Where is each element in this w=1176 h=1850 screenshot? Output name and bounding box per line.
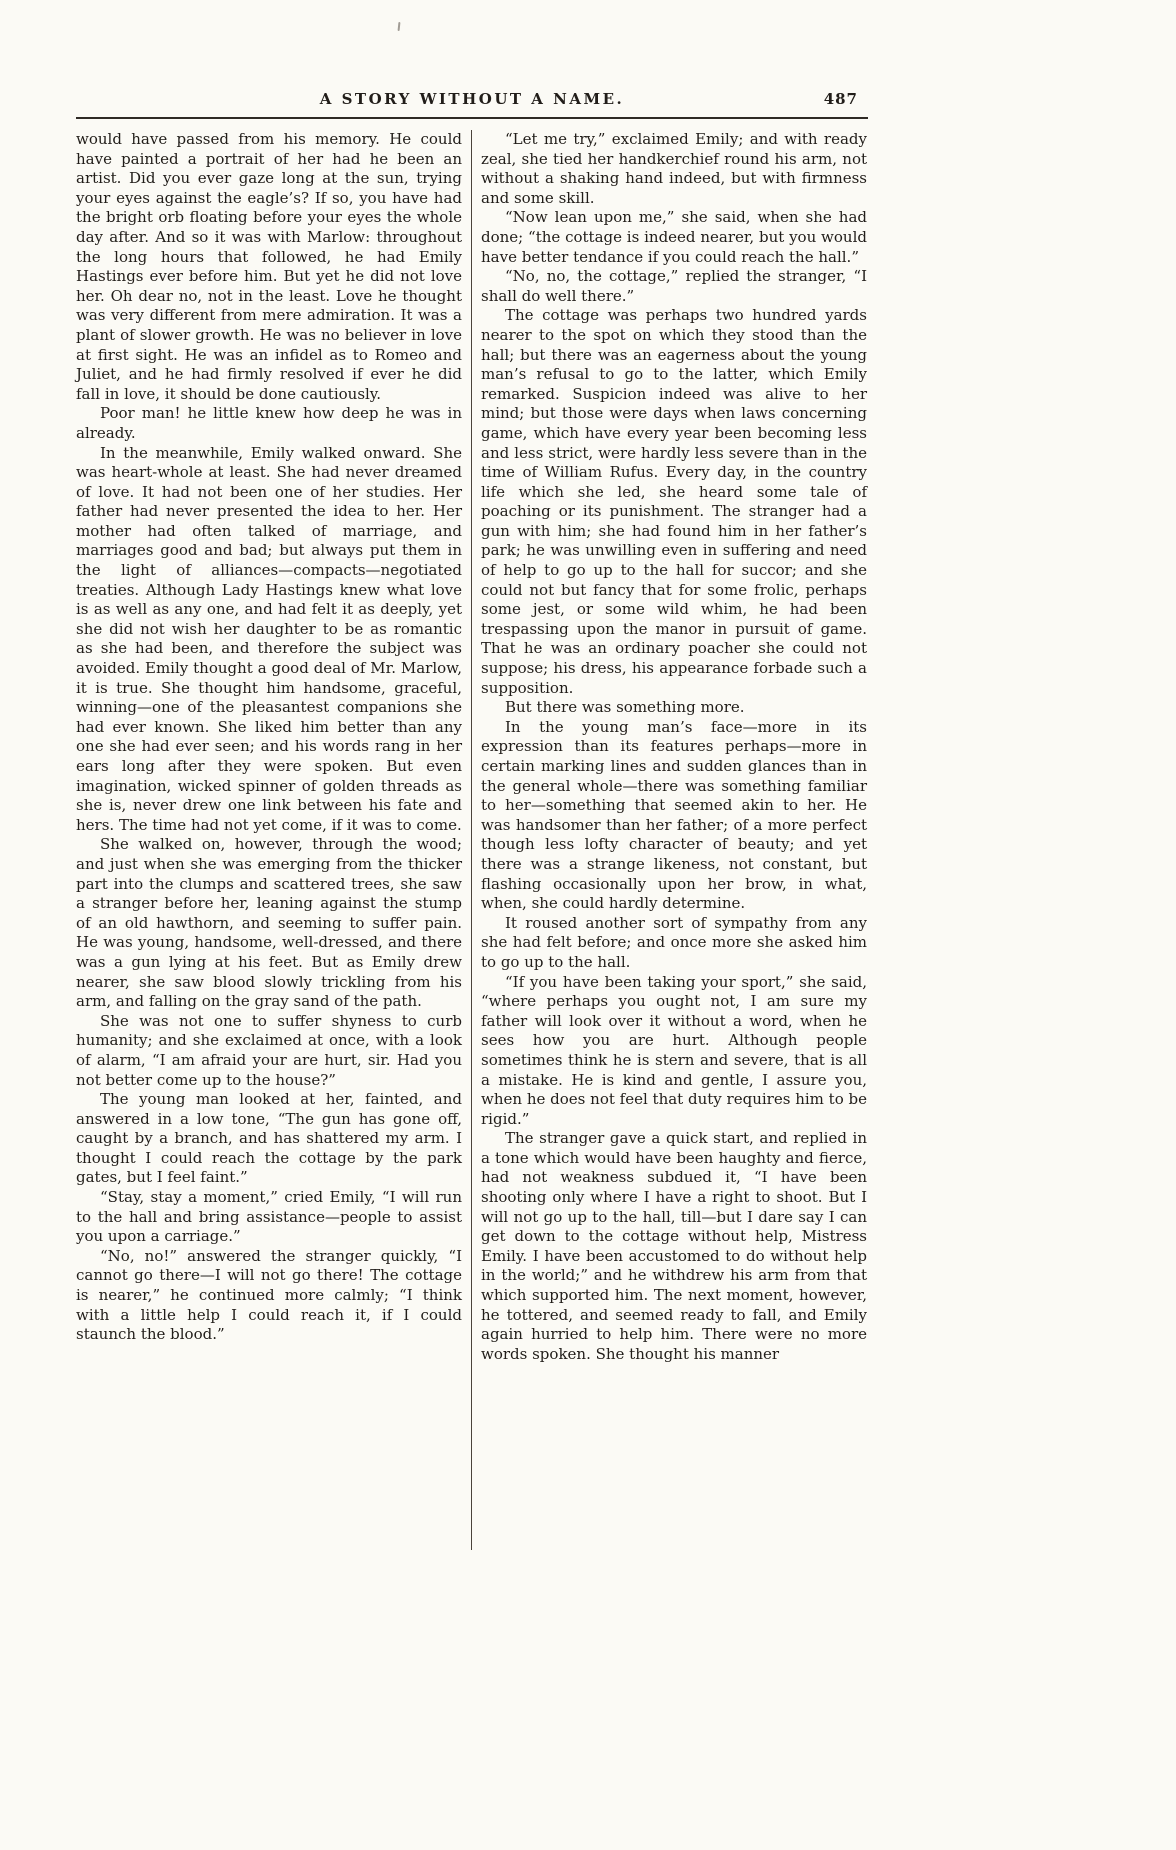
book-page — [76, 90, 868, 1550]
paragraph: Poor man! he little knew how deep he was in already. — [76, 404, 462, 442]
header-rule — [76, 117, 868, 119]
paragraph: would have passed from his memory. He could have painted a portrait of her had he been an artist. Did you ever gaze long at the sun, trying your eyes against the eagle’s? If so, you have had the bright orb floating before your eyes the whole day after. And so it was with Marlow: throughout the long hours that followed, he had Emily Hastings ever before him. But yet he did not love her. Oh dear no, not in the least. Love he thought was very different from mere admiration. It was a plant of slower growth. He was no believer in love at first sight. He was an infidel as to Romeo and Juliet, and he had firmly resolved if ever he did fall in love, it should be done cautiously. — [76, 130, 462, 403]
left-column — [76, 130, 462, 1550]
paragraph: “Stay, stay a moment,” cried Emily, “I will run to the hall and bring assistance—people to assist you upon a carriage.” — [76, 1188, 462, 1246]
paragraph: In the young man’s face—more in its expression than its features perhaps—more in certain marking lines and sudden glances than in the general whole—there was something familiar to her—something that seemed akin to her. He was handsomer than her father; of a more perfect though less lofty character of beauty; and yet there was a strange likeness, not constant, but flashing occasionally upon her brow, in what, when, she could hardly determine. — [481, 717, 867, 913]
text-columns — [76, 130, 868, 1550]
paragraph: In the meanwhile, Emily walked onward. She was heart-whole at least. She had never dreamed of love. It had not been one of her studies. Her father had never presented the idea to her. Her mother had often talked of marriage, and marriages good and bad; but always put them in the light of alliances—compacts—negotiated treaties. Although Lady Hastings knew what love is as well as any one, and had felt it as deeply, yet she did not wish her daughter to be as romantic as she had been, and therefore the subject was avoided. Emily thought a good deal of Mr. Marlow, it is true. She thought him handsome, graceful, winning—one of the pleasantest companions she had ever known. She liked him better than any one she had ever seen; and his words rang in her ears long after they were spoken. But even imagination, wicked spinner of golden threads as she is, never drew one link between his fate and hers. The time had not yet come, if it was to come. — [76, 443, 462, 834]
paragraph: “If you have been taking your sport,” she said, “where perhaps you ought not, I am sure my father will look over it without a word, when he sees how you are hurt. Although people sometimes think he is stern and severe, that is all a mistake. He is kind and gentle, I assure you, when he does not feel that duty requires him to be rigid.” — [481, 972, 867, 1128]
paragraph: But there was something more. — [505, 698, 745, 717]
scan-artifact — [398, 22, 401, 31]
paragraph: The cottage was perhaps two hundred yards nearer to the spot on which they stood than the hall; but there was an eagerness about the young man’s refusal to go to the latter, which Emily remarked. Suspicion indeed was alive to her mind; but those were days when laws concerning game, which have every year been becoming less and less strict, were hardly less severe than in the time of William Rufus. Every day, in the country life which she led, she heard some tale of poaching or its punishment. The stranger had a gun with him; she had found him in her father’s park; he was unwilling even in suffering and need of help to go up to the hall for succor; and she could not but fancy that for some frolic, perhaps some jest, or some wild whim, he had been trespassing upon the manor in pursuit of game. That he was an ordinary poacher she could not suppose; his dress, his appearance forbade such a supposition. — [481, 306, 867, 697]
paragraph: She walked on, however, through the wood; and just when she was emerging from the thicker part into the clumps and scattered trees, she saw a stranger before her, leaning against the stump of an old hawthorn, and seeming to suffer pain. He was young, handsome, well-dressed, and there was a gun lying at his feet. But as Emily drew nearer, she saw blood slowly trickling from his arm, and falling on the gray sand of the path. — [76, 835, 462, 1011]
page-header — [76, 90, 868, 114]
paragraph: She was not one to suffer shyness to curb humanity; and she exclaimed at once, with a look of alarm, “I am afraid your are hurt, sir. Had you not better come up to the house?” — [76, 1011, 462, 1089]
column-divider — [471, 130, 472, 1550]
paragraph: The young man looked at her, fainted, and answered in a low tone, “The gun has gone off, caught by a branch, and has shattered my arm. I thought I could reach the cottage by the park gates, but I feel faint.” — [76, 1090, 462, 1187]
paragraph: The stranger gave a quick start, and replied in a tone which would have been haughty and fierce, had not weakness subdued it, “I have been shooting only where I have a right to shoot. But I will not go up to the hall, till—but I dare say I can get down to the cottage without help, Mistress Emily. I have been accustomed to do without help in the world;” and he withdrew his arm from that which supported him. The next moment, however, he tottered, and seemed ready to fall, and Emily again hurried to help him. There were no more words spoken. She thought his manner — [481, 1129, 867, 1363]
page-number: 487 — [823, 90, 858, 108]
paragraph: “Now lean upon me,” she said, when she had done; “the cottage is indeed nearer, but you would have better tendance if you could reach the hall.” — [481, 208, 867, 266]
paragraph: It roused another sort of sympathy from any she had felt before; and once more she asked him to go up to the hall. — [481, 913, 867, 971]
paragraph: “Let me try,” exclaimed Emily; and with ready zeal, she tied her handkerchief round his arm, not without a shaking hand indeed, but with firmness and some skill. — [481, 130, 867, 207]
paragraph: “No, no, the cottage,” replied the stranger, “I shall do well there.” — [481, 267, 867, 305]
paragraph: “No, no!” answered the stranger quickly, “I cannot go there—I will not go there! The cottage is nearer,” he continued more calmly; “I think with a little help I could reach it, if I could staunch the blood.” — [76, 1246, 462, 1344]
running-title: A STORY WITHOUT A NAME. — [319, 90, 625, 108]
right-column — [481, 130, 867, 1550]
